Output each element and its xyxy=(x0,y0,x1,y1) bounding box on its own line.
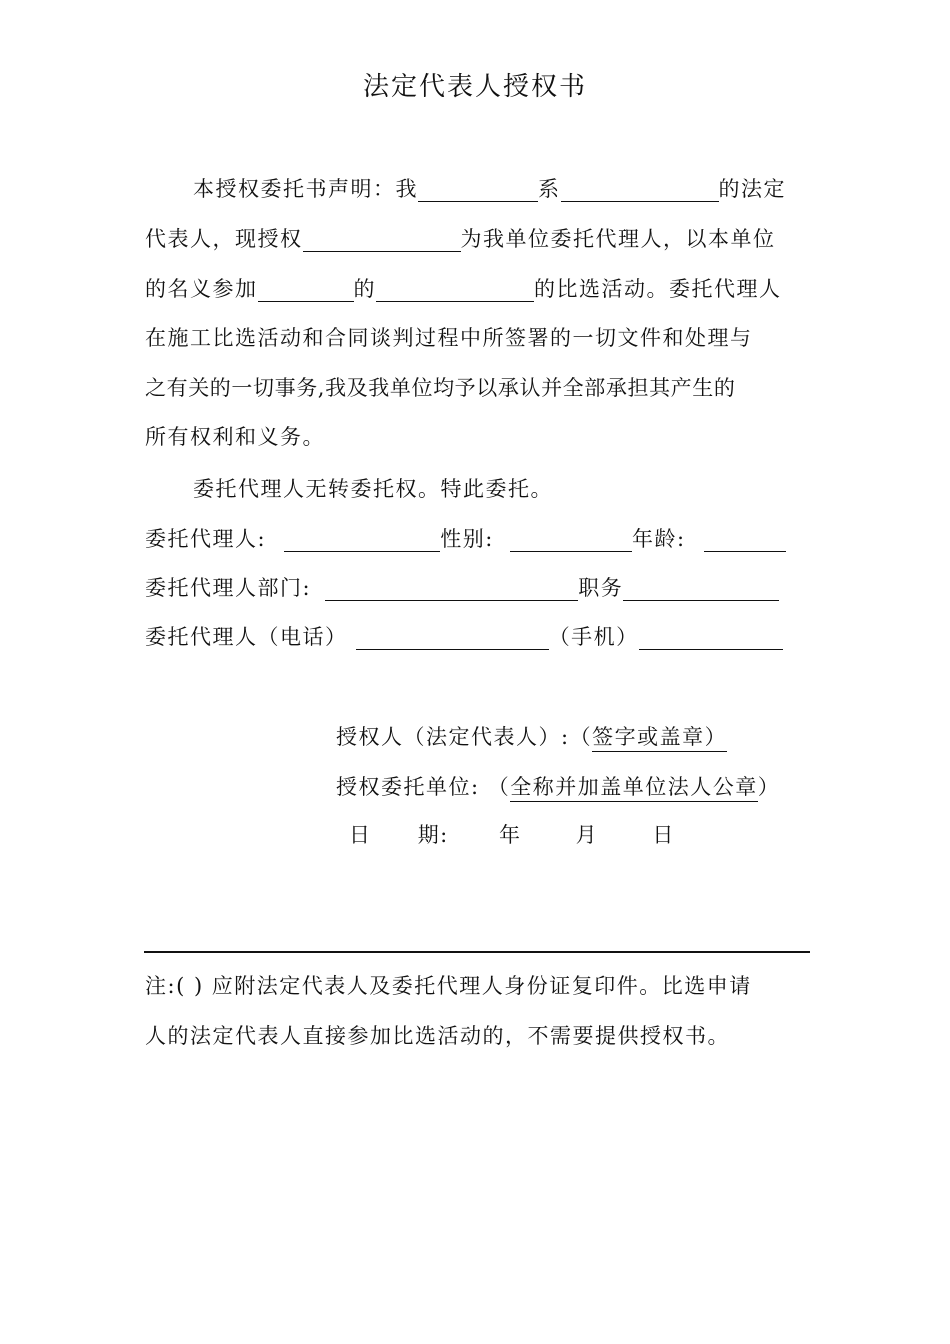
unit-row xyxy=(336,772,780,802)
divider xyxy=(144,951,810,953)
blank-field[interactable] xyxy=(376,277,534,302)
text: ） xyxy=(757,775,781,799)
agent-phone-row xyxy=(145,622,783,652)
day-label: 日 xyxy=(652,823,675,847)
text: ） xyxy=(705,725,728,752)
authorizer-row xyxy=(336,722,727,752)
phone-field[interactable] xyxy=(356,625,549,650)
para1-line4: 在施工比选活动和合同谈判过程中所签署的一切文件和处理与 xyxy=(145,326,753,350)
position-field[interactable] xyxy=(623,576,779,601)
text: 为我单位委托代理人，以本单位 xyxy=(460,227,776,251)
age-label: 年龄: xyxy=(632,527,686,551)
note-line1: 注:( ) 应附法定代表人及委托代理人身份证复印件。比选申请 xyxy=(145,974,752,998)
mobile-label: （手机） xyxy=(548,625,639,649)
text: 代表人，现授权 xyxy=(145,227,303,251)
date-label: 日 xyxy=(349,823,372,847)
position-label: 职务 xyxy=(578,576,624,600)
para1-line5: 之有关的一切事务,我及我单位均予以承认并全部承担其产生的 xyxy=(145,376,736,400)
authorizer-label: 授权人（法定代表人）:（ xyxy=(336,725,593,749)
para1-line6: 所有权利和义务。 xyxy=(145,425,325,449)
agent-dept-row xyxy=(145,573,779,603)
agent-label: 委托代理人: xyxy=(145,527,267,551)
date-row xyxy=(349,820,675,850)
text: 本授权委托书声明：我 xyxy=(193,177,418,201)
note-line2: 人的法定代表人直接参加比选活动的，不需要提供授权书。 xyxy=(145,1024,730,1048)
para1-line2 xyxy=(145,224,776,254)
para2: 委托代理人无转委托权。特此委托。 xyxy=(193,477,553,501)
blank-field[interactable] xyxy=(258,277,354,302)
blank-field[interactable] xyxy=(561,177,719,202)
blank-field[interactable] xyxy=(418,177,538,202)
text: 系 xyxy=(538,177,561,201)
text: 的法定 xyxy=(718,177,786,201)
unit-sign-field[interactable]: 全称并加盖单位法人公章 xyxy=(510,775,758,802)
age-field[interactable] xyxy=(704,527,786,552)
dept-label: 委托代理人部门: xyxy=(145,576,312,600)
phone-label: 委托代理人（电话） xyxy=(145,625,348,649)
mobile-field[interactable] xyxy=(639,625,783,650)
year-label: 年 xyxy=(498,823,522,847)
page-title: 法定代表人授权书 xyxy=(362,72,587,102)
month-label: 月 xyxy=(575,823,599,847)
authorizer-sign-field[interactable]: 签字或盖章 xyxy=(592,725,705,752)
date-label: 期: xyxy=(417,823,449,847)
agent-name-field[interactable] xyxy=(284,527,440,552)
agent-row xyxy=(145,524,786,554)
dept-field[interactable] xyxy=(325,576,578,601)
para1-line1 xyxy=(193,174,786,204)
text: 的名义参加 xyxy=(145,277,258,301)
text: 的 xyxy=(353,277,376,301)
para1-line3 xyxy=(145,274,782,304)
unit-label: 授权委托单位: （ xyxy=(336,775,511,799)
gender-label: 性别: xyxy=(440,527,494,551)
blank-field[interactable] xyxy=(303,227,461,252)
text: 的比选活动。委托代理人 xyxy=(534,277,782,301)
gender-field[interactable] xyxy=(510,527,632,552)
